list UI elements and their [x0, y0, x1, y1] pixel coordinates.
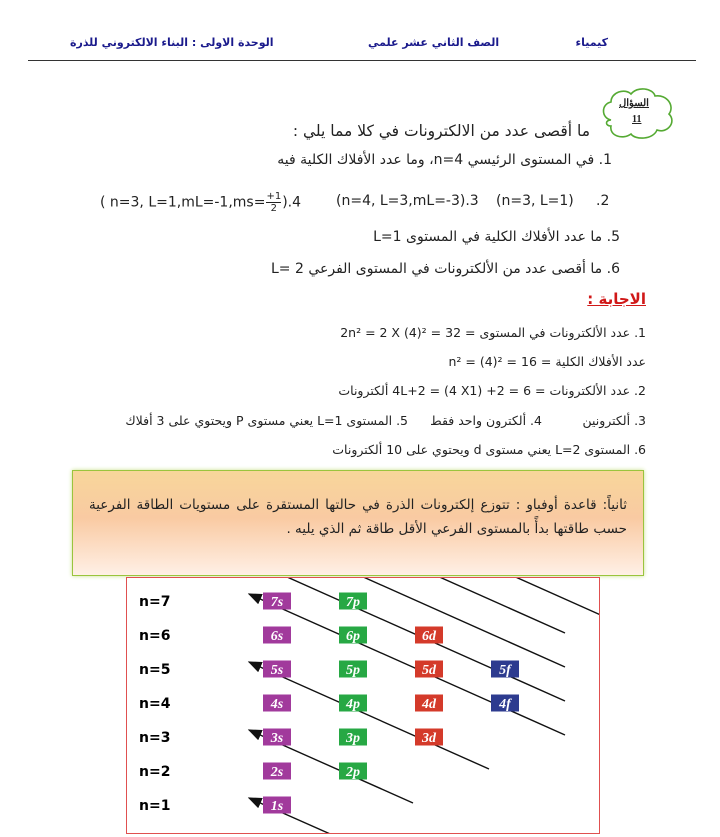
item4-post: ).4 — [282, 194, 302, 211]
answer-line-1b: عدد الأفلاك الكلية = n² = (4)² = 16 — [448, 354, 646, 369]
orbital-label: 6s — [270, 629, 284, 644]
orbital-4s — [263, 695, 291, 713]
orbital-label: 4f — [499, 697, 511, 712]
orbital-label: 1s — [270, 799, 284, 814]
badge-number: 11 — [632, 114, 642, 125]
item4-pre: ( n=3, L=1,mL=-1,ms= — [100, 194, 266, 211]
orbital-7p — [339, 593, 367, 611]
orbital-label: 3s — [270, 731, 284, 746]
orbital-label: 6p — [346, 629, 360, 644]
orbital-label: 5d — [422, 663, 436, 678]
orbital-label: 5s — [270, 663, 284, 678]
header-subject: كيمياء — [575, 36, 608, 49]
level-label-n5: n=5 — [139, 662, 171, 678]
header-divider — [28, 60, 696, 61]
orbital-3p — [339, 729, 367, 747]
item4-frac-num: +1 — [266, 191, 282, 202]
orbital-5p — [339, 661, 367, 679]
item4-frac-den: 2 — [270, 203, 278, 214]
orbital-2p — [339, 763, 367, 781]
level-label-n6: n=6 — [139, 628, 171, 644]
header-unit: الوحدة الاولى : البناء الالكتروني للذرة — [70, 36, 274, 49]
orbital-label: 7s — [270, 595, 284, 610]
orbital-5d — [415, 661, 443, 679]
answer-line-3a: 3. ألكترونين — [582, 413, 646, 428]
level-label-n4: n=4 — [139, 696, 171, 712]
orbital-4f — [491, 695, 519, 713]
level-label-n7: n=7 — [139, 594, 171, 610]
question-item-5: 5. ما عدد الأفلاك الكلية في المستوى L=1 — [373, 229, 620, 245]
question-title: ما أقصى عدد من الالكترونات في كلا مما يلي : — [292, 122, 590, 140]
level-label-n1: n=1 — [139, 798, 171, 814]
orbital-label: 5f — [499, 663, 511, 678]
orbital-label: 4d — [422, 697, 436, 712]
badge-label: السؤال — [619, 98, 649, 109]
aufbau-arrow — [249, 662, 489, 769]
question-badge — [597, 84, 677, 144]
answer-line-2: 2. عدد الألكترونات = 4L+2 = (4 X1) +2 = 6 ألكترونات — [338, 383, 646, 398]
aufbau-svg — [127, 578, 599, 833]
question-item-4 — [100, 191, 301, 214]
question-item-2: (n=3, L=1) — [496, 193, 574, 209]
orbital-label: 4p — [346, 697, 360, 712]
orbital-3s — [263, 729, 291, 747]
answer-line-1: 1. عدد الألكترونات في المستوى = 2n² = 2 X (4)² = 32 — [340, 325, 646, 340]
orbital-6s — [263, 627, 291, 645]
answer-line-4: 6. المستوى L=2 يعني مستوى d ويحتوي على 10 ألكترونات — [332, 442, 646, 457]
orbital-4p — [339, 695, 367, 713]
question-item-2-num: .2 — [596, 193, 610, 209]
orbital-label: 5p — [346, 663, 360, 678]
orbital-2s — [263, 763, 291, 781]
orbital-label: 7p — [346, 595, 360, 610]
orbital-3d — [415, 729, 443, 747]
orbital-label: 3p — [346, 731, 360, 746]
aufbau-rule-text: ثانياً: قاعدة أوفباو : تتوزع إلكترونات الذرة في حالتها المستقرة على مستويات الطاقة الفرعية حسب طاقتها بدأً بالمستوى الفرعي الأقل طاقة ثم الذي يليه . — [89, 497, 627, 537]
aufbau-arrow — [249, 798, 337, 833]
orbital-label: 6d — [422, 629, 436, 644]
aufbau-rule-box — [72, 470, 644, 576]
orbital-label: 3d — [422, 731, 436, 746]
orbital-7s — [263, 593, 291, 611]
orbital-5s — [263, 661, 291, 679]
answer-line-3c: 5. المستوى L=1 يعني مستوى P ويحتوي على 3 أفلاك — [125, 413, 408, 428]
orbital-label: 4s — [270, 697, 284, 712]
orbital-5f — [491, 661, 519, 679]
aufbau-arrow — [249, 578, 565, 633]
answer-heading: الاجابة : — [587, 290, 646, 308]
aufbau-diagram — [126, 577, 600, 834]
orbital-6p — [339, 627, 367, 645]
level-label-n3: n=3 — [139, 730, 171, 746]
aufbau-arrow — [249, 578, 565, 667]
question-item-6: 6. ما أقصى عدد من الألكترونات في المستوى الفرعي 2 =L — [270, 261, 620, 277]
orbital-1s — [263, 797, 291, 815]
header-grade: الصف الثاني عشر علمي — [368, 36, 500, 49]
item4-fraction — [266, 191, 281, 214]
answer-line-3b: 4. ألكترون واحد فقط — [430, 413, 542, 428]
question-item-3: (n=4, L=3,mL=-3).3 — [336, 193, 479, 209]
orbital-6d — [415, 627, 443, 645]
orbital-label: 2p — [346, 765, 360, 780]
orbital-4d — [415, 695, 443, 713]
question-item-1: 1. في المستوى الرئيسي n=4، وما عدد الأفلاك الكلية فيه — [277, 152, 612, 168]
orbital-label: 2s — [270, 765, 284, 780]
level-label-n2: n=2 — [139, 764, 171, 780]
